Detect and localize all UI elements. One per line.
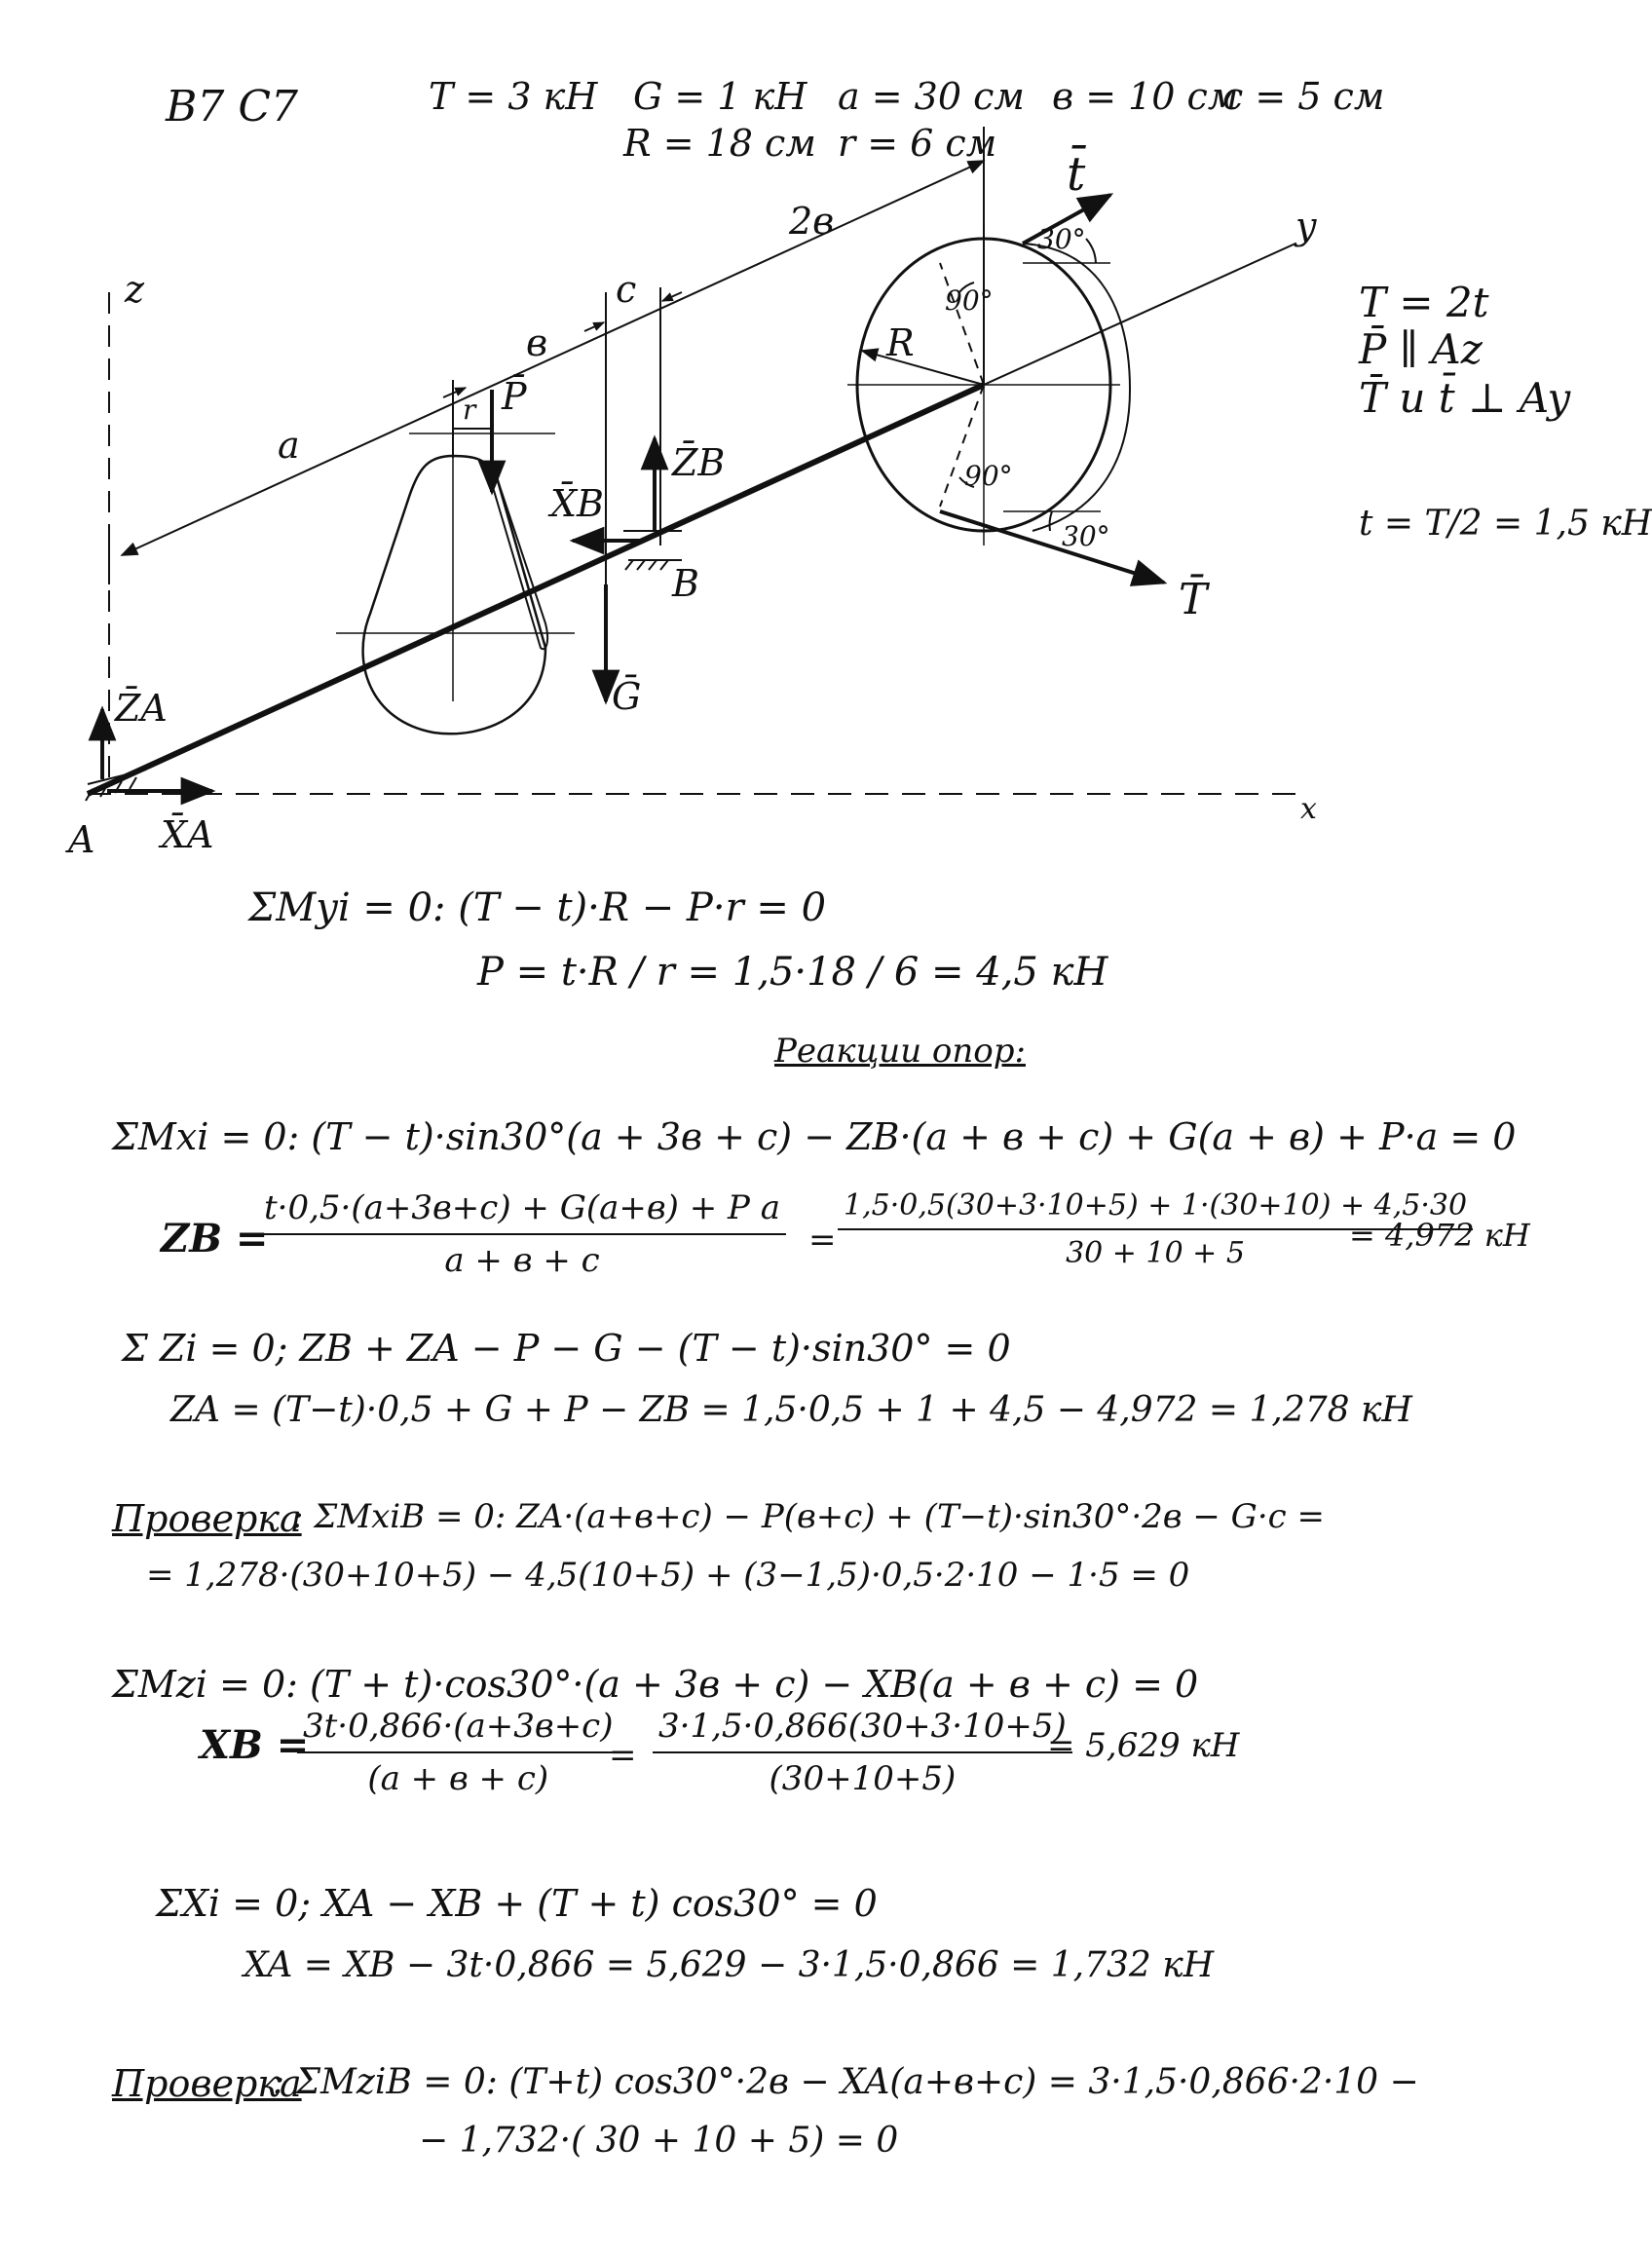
y-axis (984, 244, 1295, 385)
xb-numerator: 3t·0,866·(a+3в+c) (297, 1707, 619, 1753)
label-angle-30-top: 30° (1037, 223, 1086, 255)
eq-moment-y: ΣMyi = 0: (T − t)·R − P·r = 0 (248, 885, 827, 930)
given-b: в = 10 см (1052, 75, 1239, 118)
label-t: t̄ (1067, 147, 1086, 202)
label-P: P̄ (502, 375, 527, 418)
label-T: T̄ (1179, 575, 1208, 624)
label-ZB: Z̄B (672, 441, 726, 484)
label-dim-2b: 2в (789, 200, 835, 243)
label-angle-90-bot: 90° (964, 460, 1013, 492)
zb-fraction-symbolic (258, 1188, 786, 1280)
note-P-parallel: P̄ ∥ Az (1359, 325, 1483, 373)
check1-line1: : ΣMxiB = 0: ZA·(a+в+c) − P(в+c) + (T−t)·sin30°·2в − G·c = (292, 1497, 1325, 1536)
zb-equals: = (808, 1221, 837, 1260)
check1-title: Проверка (112, 1497, 302, 1540)
variant-label: В7 С7 (166, 82, 298, 132)
radius-R (862, 351, 984, 385)
label-dim-c: c (616, 268, 637, 311)
check1-line2: = 1,278·(30+10+5) − 4,5(10+5) + (3−1,5)·0,5·2·10 − 1·5 = 0 (146, 1556, 1190, 1595)
zb-denominator-numeric: 30 + 10 + 5 (1066, 1236, 1245, 1270)
mechanics-diagram (0, 0, 1596, 877)
given-T: T = 3 кН (429, 75, 598, 118)
zb-numerator-numeric: 1,5·0,5(30+3·10+5) + 1·(30+10) + 4,5·30 (838, 1188, 1473, 1230)
note-Tt-perp: T̄ и t̄ ⊥ Ay (1359, 374, 1571, 422)
label-ZA: Z̄A (115, 687, 168, 730)
xb-numerator-numeric: 3·1,5·0,866(30+3·10+5) (653, 1707, 1072, 1753)
eq-ZA: ZA = (T−t)·0,5 + G + P − ZB = 1,5·0,5 + 1 + 4,5 − 4,972 = 1,278 кН (170, 1390, 1412, 1430)
label-dim-a: a (278, 424, 300, 467)
force-T (940, 511, 1164, 583)
eq-moment-x: ΣMxi = 0: (T − t)·sin30°(a + 3в + c) − ZB·(a + в + c) + G(a + в) + P·a = 0 (112, 1115, 1517, 1158)
label-B: B (672, 562, 699, 605)
zb-numerator: t·0,5·(a+3в+c) + G(a+в) + P a (258, 1188, 786, 1235)
eq-moment-z: ΣMzi = 0: (T + t)·cos30°·(a + 3в + c) − XB(a + в + c) = 0 (112, 1663, 1199, 1706)
label-A: A (68, 818, 95, 861)
eq-XA: XA = XB − 3t·0,866 = 5,629 − 3·1,5·0,866 = 1,732 кН (244, 1945, 1215, 1985)
label-R: R (886, 321, 915, 364)
label-dim-b: в (526, 321, 548, 364)
reactions-title: Реакции опор: (774, 1032, 1026, 1071)
zb-denominator: a + в + c (444, 1241, 600, 1280)
xb-lhs: XB = (200, 1722, 310, 1768)
given-R: R = 18 см (623, 122, 816, 165)
note-t-value: t = T/2 = 1,5 кН (1359, 504, 1652, 544)
given-r: r = 6 см (838, 122, 997, 165)
eq-sum-z: Σ Zi = 0; ZB + ZA − P − G − (T − t)·sin30° = 0 (122, 1327, 1011, 1370)
label-XB: X̄B (550, 482, 604, 525)
label-r: r (463, 394, 476, 426)
xb-denominator: (a + в + c) (367, 1759, 549, 1798)
label-y: y (1295, 205, 1317, 247)
label-angle-90-top: 90° (945, 284, 994, 317)
xb-equals: = (609, 1736, 637, 1775)
zb-lhs: ZB = (161, 1216, 269, 1261)
eq-sum-x: ΣXi = 0; XA − XB + (T + t) cos30° = 0 (156, 1882, 878, 1925)
zb-result: = 4,972 кН (1349, 1217, 1530, 1254)
label-angle-30-bot: 30° (1062, 520, 1110, 552)
xb-fraction-numeric (653, 1707, 1072, 1798)
xb-fraction-symbolic (297, 1707, 619, 1798)
xb-result: = 5,629 кН (1047, 1726, 1240, 1765)
label-x: x (1300, 792, 1317, 826)
check2-line1: : ΣMziB = 0: (T+t) cos30°·2в − XA(a+в+c) = 3·1,5·0,866·2·10 − (273, 2062, 1419, 2102)
label-G: Ḡ (612, 675, 642, 718)
check2-title: Проверка (112, 2062, 302, 2105)
shaft (88, 385, 984, 794)
xb-denominator-numeric: (30+10+5) (769, 1759, 957, 1798)
given-G: G = 1 кН (633, 75, 807, 118)
label-z: z (125, 268, 145, 311)
label-XA: X̄A (161, 813, 214, 856)
given-a: a = 30 см (838, 75, 1025, 118)
check2-line2: − 1,732·( 30 + 10 + 5) = 0 (419, 2121, 899, 2161)
given-c: c = 5 см (1222, 75, 1385, 118)
note-T-2t: T = 2t (1359, 279, 1489, 326)
eq-P: P = t·R / r = 1,5·18 / 6 = 4,5 кН (477, 950, 1108, 995)
